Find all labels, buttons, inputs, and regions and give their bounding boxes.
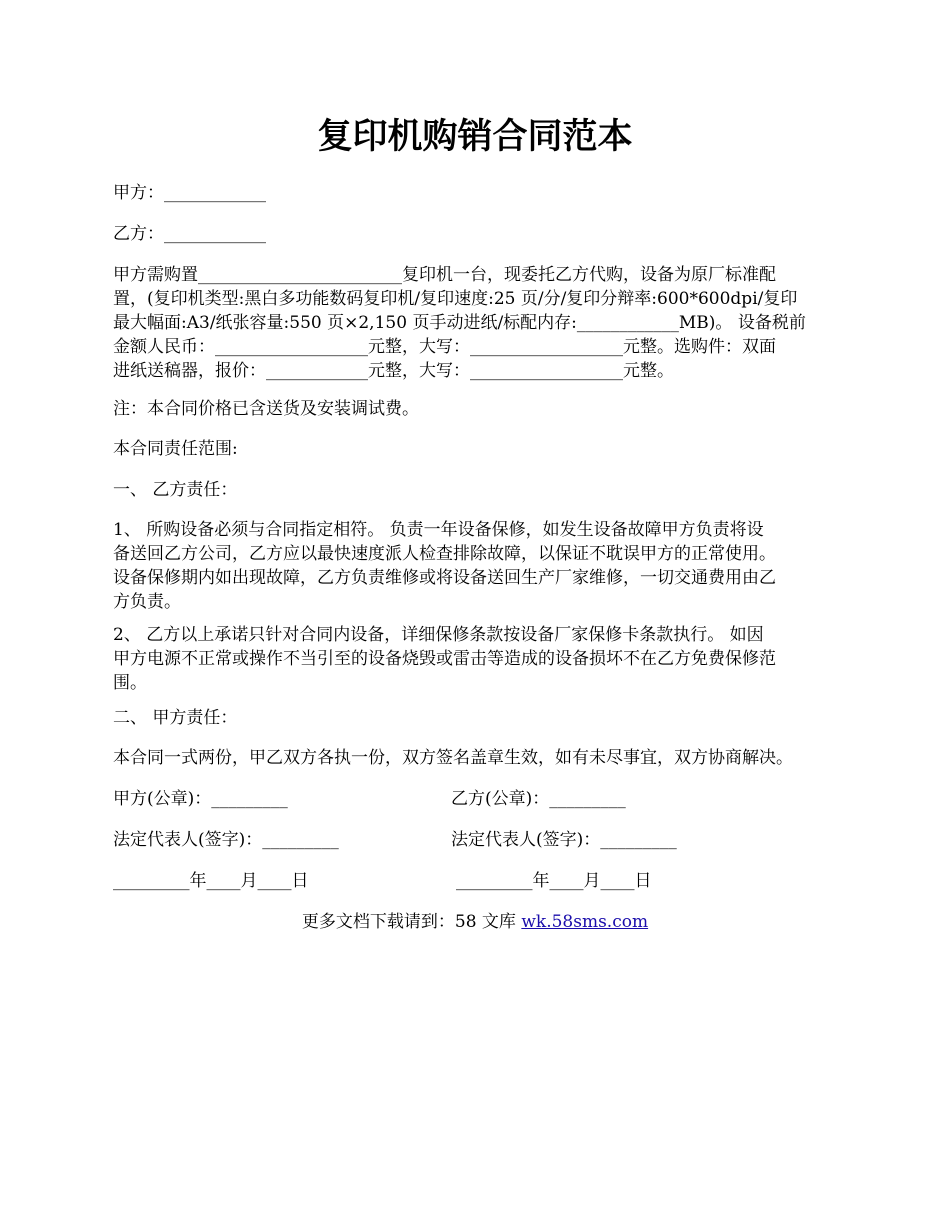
party-a-seal: 甲方(公章)：_________ <box>113 789 288 809</box>
item-1-line: 方负责。 <box>113 592 181 612</box>
price-note: 注：本合同价格已含送货及安装调试费。 <box>113 399 419 419</box>
party-a-line: 甲方：____________ <box>113 183 266 203</box>
purchase-line: 甲方需购置________________________复印机一台，现委托乙方代购，设备为原厂标准配 <box>113 265 776 285</box>
footer-link[interactable]: wk.58sms.com <box>521 912 649 932</box>
purchase-line: 置，(复印机类型:黑白多功能数码复印机/复印速度:25 页/分/复印分辩率:600*600dpi/复印 <box>113 289 798 309</box>
section-1-heading: 一、 乙方责任： <box>113 480 238 500</box>
item-1-paragraph <box>113 518 848 614</box>
footer <box>0 910 950 934</box>
purchase-paragraph <box>113 263 848 383</box>
item-2-paragraph <box>113 623 848 695</box>
page-title: 复印机购销合同范本 <box>317 116 633 157</box>
purchase-line: 金额人民币：__________________元整，大写：__________________元整。选购件：双面 <box>113 337 776 357</box>
item-2-line: 围。 <box>113 673 147 693</box>
item-2-line: 2、 乙方以上承诺只针对合同内设备，详细保修条款按设备厂家保修卡条款执行。 如因 <box>113 625 764 645</box>
purchase-line: 进纸送稿器，报价：____________元整，大写：__________________元整。 <box>113 361 674 381</box>
party-b-seal: 乙方(公章)：_________ <box>451 789 626 809</box>
party-b-date: _________年____月____日 <box>456 871 652 891</box>
party-b-line: 乙方：____________ <box>113 224 266 244</box>
copies-clause: 本合同一式两份，甲乙双方各执一份，双方签名盖章生效，如有未尽事宜，双方协商解决。 <box>113 748 793 768</box>
item-2-line: 甲方电源不正常或操作不当引至的设备烧毁或雷击等造成的设备损坏不在乙方免费保修范 <box>113 649 776 669</box>
item-1-line: 备送回乙方公司，乙方应以最快速度派人检查排除故障，以保证不耽误甲方的正常使用。 <box>113 544 776 564</box>
section-2-heading: 二、 甲方责任： <box>113 708 238 728</box>
party-a-representative: 法定代表人(签字)：_________ <box>113 830 339 850</box>
party-a-date: _________年____月____日 <box>113 871 309 891</box>
scope-heading: 本合同责任范围: <box>113 439 238 459</box>
purchase-line: 最大幅面:A3/纸张容量:550 页×2,150 页手动进纸/标配内存:____________MB)。 设备税前 <box>113 313 806 333</box>
party-b-representative: 法定代表人(签字)：_________ <box>451 830 677 850</box>
item-1-line: 设备保修期内如出现故障，乙方负责维修或将设备送回生产厂家维修，一切交通费用由乙 <box>113 568 776 588</box>
item-1-line: 1、 所购设备必须与合同指定相符。 负责一年设备保修，如发生设备故障甲方负责将设 <box>113 520 764 540</box>
footer-text: 更多文档下载请到：58 文库 <box>301 912 522 932</box>
